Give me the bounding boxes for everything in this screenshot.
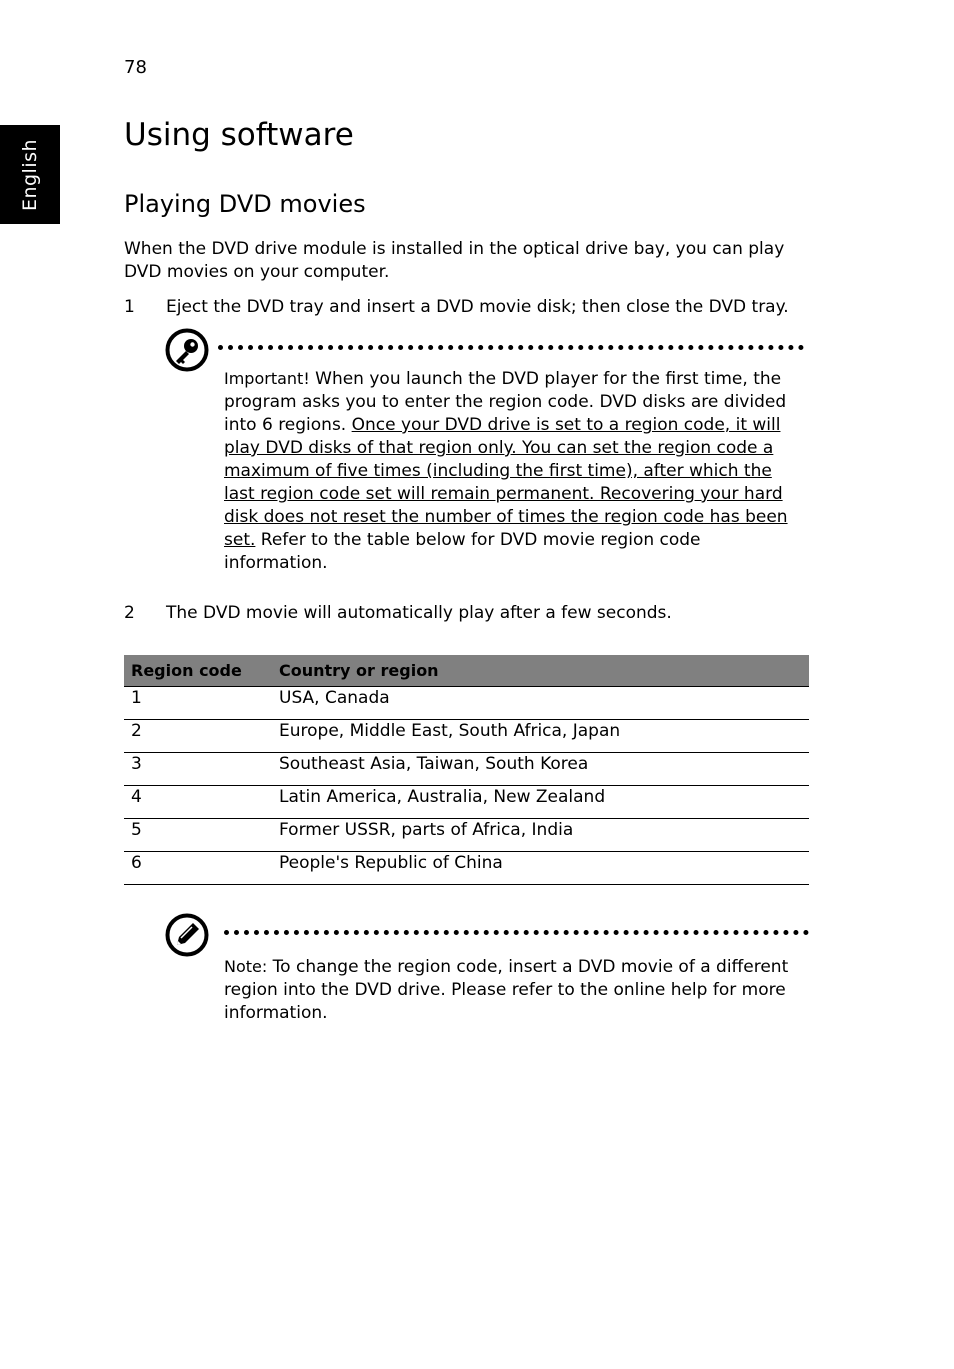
table-row [124, 720, 809, 753]
table-header-row [124, 655, 809, 687]
region-code-cell: 5 [124, 819, 272, 852]
language-tab-label: English [19, 138, 42, 211]
country-cell: Southeast Asia, Taiwan, South Korea [272, 753, 809, 786]
language-tab [0, 125, 60, 224]
table-row [124, 819, 809, 852]
region-code-cell: 3 [124, 753, 272, 786]
note-callout [224, 955, 794, 1025]
column-header-country: Country or region [272, 655, 809, 687]
region-code-table [124, 655, 809, 885]
note-text: To change the region code, insert a DVD movie of a different region into the DVD drive. Please refer to the online help for more information. [224, 957, 789, 1023]
table-row [124, 852, 809, 885]
table-row [124, 753, 809, 786]
intro-paragraph: When the DVD drive module is installed in the optical drive bay, you can play DVD movies on your computer. [124, 239, 785, 282]
page-title: Using software [124, 117, 354, 153]
note-label: Note: [224, 957, 268, 976]
country-cell: Former USSR, parts of Africa, India [272, 819, 809, 852]
important-text-underlined: Once your DVD drive is set to a region code, it will play DVD disks of that region only. You can set the region code a maximum of five times (including the first time), after which the last region code set will remain permanent. Recovering your hard disk does not reset the number of times the region code has been set. [224, 415, 788, 550]
region-code-cell: 4 [124, 786, 272, 819]
region-code-cell: 6 [124, 852, 272, 885]
country-cell: Europe, Middle East, South Africa, Japan [272, 720, 809, 753]
step-text: Eject the DVD tray and insert a DVD movie disk; then close the DVD tray. [166, 297, 789, 317]
important-label: Important! [224, 369, 310, 388]
page-number: 78 [124, 57, 147, 78]
country-cell: Latin America, Australia, New Zealand [272, 786, 809, 819]
step-number: 1 [124, 297, 135, 317]
step-number: 2 [124, 603, 135, 623]
key-icon [165, 328, 209, 372]
important-divider [218, 345, 804, 350]
table-row [124, 786, 809, 819]
table-row [124, 687, 809, 720]
country-cell: USA, Canada [272, 687, 809, 720]
step-2 [124, 602, 824, 625]
important-callout [224, 367, 804, 575]
note-divider [224, 930, 809, 935]
country-cell: People's Republic of China [272, 852, 809, 885]
important-text-b: Refer to the table below for DVD movie region code information. [224, 530, 701, 573]
column-header-region-code: Region code [124, 655, 272, 687]
step-text: The DVD movie will automatically play after a few seconds. [166, 603, 672, 623]
note-pen-icon [165, 913, 209, 957]
step-1 [124, 296, 824, 319]
important-text-a: When you launch the DVD player for the first time, the program asks you to enter the region code. DVD disks are divided into 6 regions. [224, 369, 787, 435]
region-code-cell: 1 [124, 687, 272, 720]
section-title: Playing DVD movies [124, 190, 366, 218]
region-code-cell: 2 [124, 720, 272, 753]
